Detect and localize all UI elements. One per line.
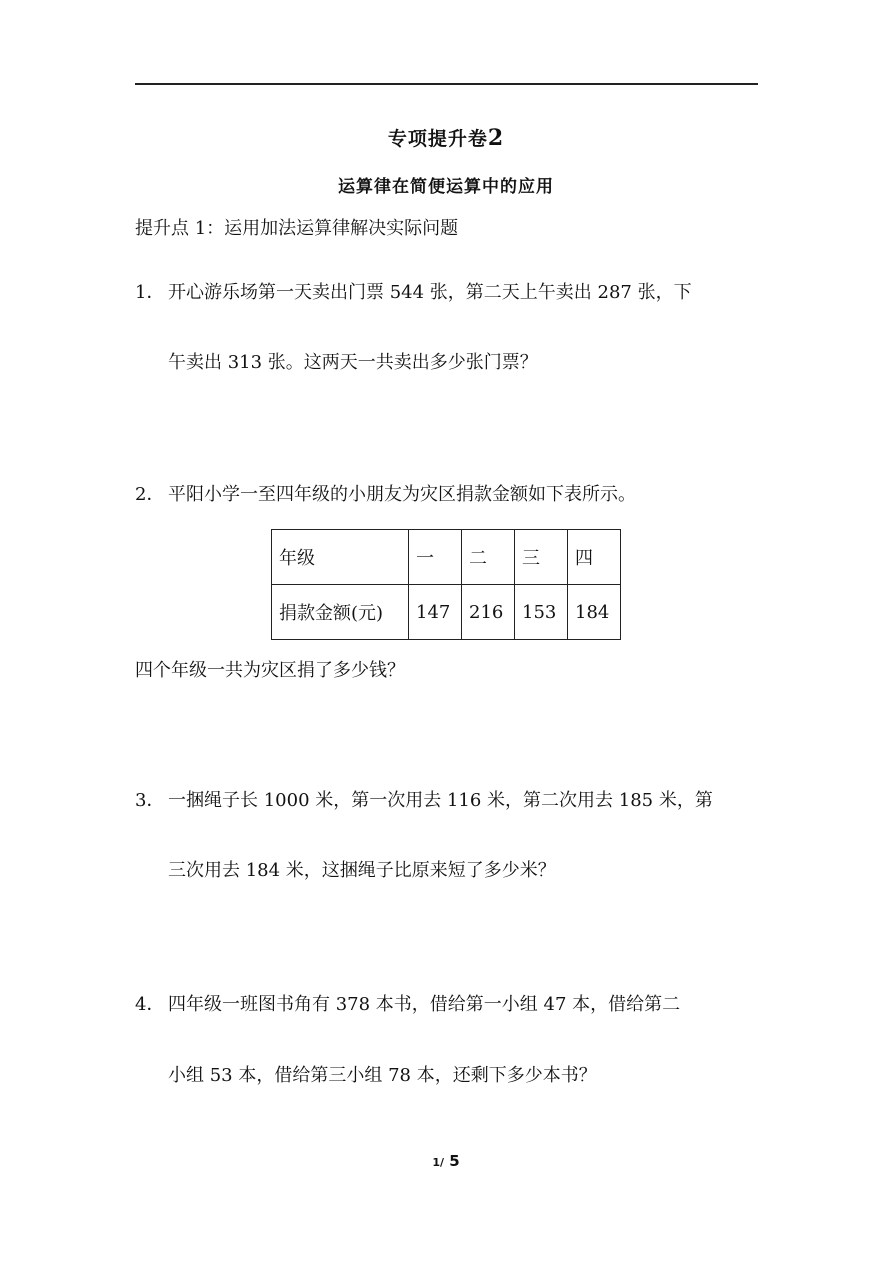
section-label: 提升点 1：运用加法运算律解决实际问题 xyxy=(135,218,459,239)
question-4-line-1: 四年级一班图书角有 378 本书，借给第一小组 47 本，借给第二 xyxy=(168,994,681,1015)
question-1-line-2: 午卖出 313 张。这两天一共卖出多少张门票？ xyxy=(168,352,538,373)
table-cell: 二 xyxy=(462,530,515,585)
question-1-line-1: 开心游乐场第一天卖出门票 544 张，第二天上午卖出 287 张，下 xyxy=(168,282,692,303)
question-2-prompt: 四个年级一共为灾区捐了多少钱？ xyxy=(135,660,405,681)
title-number: 2 xyxy=(487,125,505,151)
question-1-number: 1． xyxy=(135,282,165,303)
question-2-number: 2． xyxy=(135,484,165,505)
page-subtitle: 运算律在简便运算中的应用 xyxy=(338,177,554,197)
table-cell: 147 xyxy=(409,585,462,640)
table-cell: 153 xyxy=(515,585,568,640)
table-cell: 四 xyxy=(568,530,621,585)
table-cell: 216 xyxy=(462,585,515,640)
title-text: 专项提升卷 xyxy=(387,128,488,150)
question-4-number: 4． xyxy=(135,994,165,1015)
page-number xyxy=(0,1152,892,1170)
page-current: 1/ xyxy=(432,1156,444,1169)
page-title xyxy=(0,124,892,151)
table-cell: 捐款金额(元) xyxy=(272,585,409,640)
table-row xyxy=(272,530,621,585)
table-cell: 一 xyxy=(409,530,462,585)
table-cell: 三 xyxy=(515,530,568,585)
donation-table xyxy=(271,529,621,640)
question-3-number: 3． xyxy=(135,790,165,811)
question-3-line-2: 三次用去 184 米，这捆绳子比原来短了多少米？ xyxy=(168,860,556,881)
table-row xyxy=(272,585,621,640)
question-2-line-1: 平阳小学一至四年级的小朋友为灾区捐款金额如下表所示。 xyxy=(168,484,636,505)
table-cell: 184 xyxy=(568,585,621,640)
page-total: 5 xyxy=(449,1152,460,1170)
question-4-line-2: 小组 53 本，借给第三小组 78 本，还剩下多少本书？ xyxy=(168,1065,597,1086)
table-cell: 年级 xyxy=(272,530,409,585)
top-rule xyxy=(135,83,758,85)
question-3-line-1: 一捆绳子长 1000 米，第一次用去 116 米，第二次用去 185 米，第 xyxy=(168,790,713,811)
